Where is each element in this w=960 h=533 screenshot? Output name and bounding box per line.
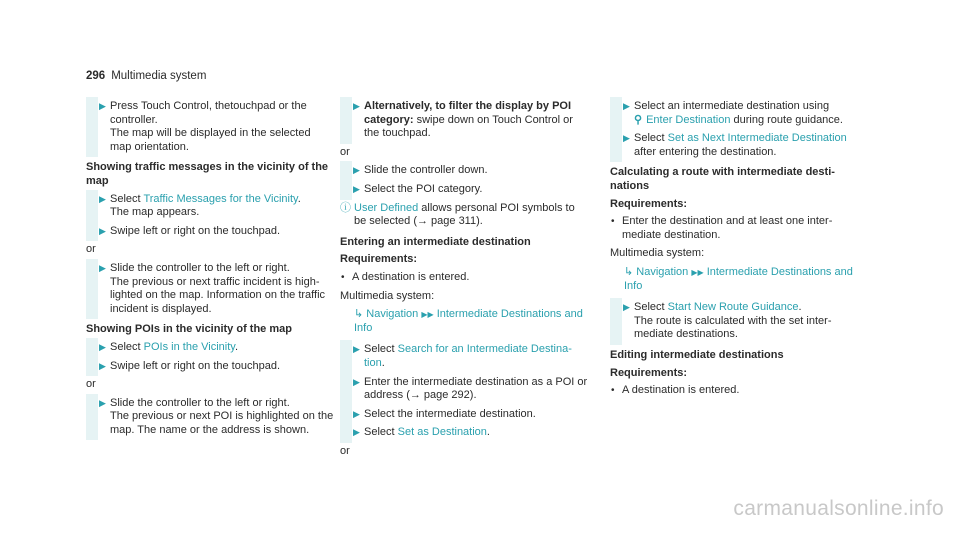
menu-item-link[interactable]: Enter Destination [646, 113, 731, 126]
step: ▶ Slide the controller to the left or right. The previous or next traffic incident is highlighted on the map. Information on the traffic incident is displayed. [86, 262, 334, 316]
step: ▶ Select the POI category. [340, 183, 588, 197]
bullet-icon: • [611, 216, 615, 228]
step-arrow-icon: ▶ [99, 397, 106, 408]
page-number: 296 [86, 70, 106, 82]
step: ▶ Select Set as Destination. [340, 426, 588, 440]
requirements-label: Requirements: [340, 253, 418, 266]
list-item: • Enter the destination and at least one intermediate destination. [611, 215, 833, 241]
step-arrow-icon: ▶ [623, 101, 630, 111]
requirements-label: Requirements: [610, 197, 688, 210]
column-1: ▶ Press Touch Control, thetouchpad or the controller. The map will be displayed in the selected map orientation. Showing traffic messages in the vicinity of the map ▶ Select Traffic Messages for the Vicinity. The map appears. ▶ Swipe left or right on the touchpad. or ▶ Slide the controller to the left or right. The previous or next traffic incident is highlighted on the map. Information on the traffic incident is displayed. Showing POIs in the vicinity of the map ▶ Select POIs in the Vicinity. ▶ Swipe left or right on the touchpad. or ▶ Slide the controller to the left or right. The previous or next POI is highlighted on the map. The name or the address is shown. [86, 100, 334, 436]
step-arrow-icon: ▶ [99, 360, 106, 371]
path-arrow-icon: ↳ [624, 265, 634, 278]
step-arrow-icon: ▶ [353, 165, 360, 176]
requirements-label: Requirements: [610, 366, 688, 379]
menu-path [340, 308, 588, 335]
section-heading: Editing intermediate destinations [610, 348, 784, 361]
step: ▶ Enter the intermediate destination as a POI or address (→ page 292). [340, 376, 588, 403]
step: ▶ Slide the controller down. [340, 164, 588, 178]
chevron-right-icon: ▶▶ [421, 310, 434, 320]
menu-item-link[interactable]: Navigation [636, 265, 689, 278]
info-note: ⓘ User Defined allows personal POI symbols to be selected (→ page 311). [340, 201, 575, 228]
step-arrow-icon: ▶ [99, 225, 106, 236]
step-arrow-icon: ▶ [623, 133, 630, 144]
section-title: Multimedia system [111, 70, 207, 82]
step-arrow-icon: ▶ [99, 341, 106, 352]
step: ▶ Select POIs in the Vicinity. [86, 341, 334, 355]
menu-item-link[interactable]: Navigation [366, 308, 419, 321]
step: ▶ Select Search for an Intermediate Destination. [340, 343, 588, 370]
step-arrow-icon: ▶ [353, 101, 360, 111]
info-icon: ⓘ [340, 201, 351, 214]
step: ▶ Alternatively, to filter the display by POI category: swipe down on Touch Control or the touchpad. [340, 100, 588, 141]
step-arrow-icon: ▶ [99, 193, 106, 204]
menu-item-link[interactable]: User Defined [354, 201, 419, 214]
step-arrow-icon: ▶ [353, 183, 360, 194]
section-heading: Calculating a route with intermediate destinations [610, 166, 835, 192]
path-arrow-icon: ↳ [354, 308, 364, 321]
bullet-icon: • [341, 271, 345, 283]
step-arrow-icon: ▶ [353, 376, 360, 387]
step-arrow-icon: ▶ [99, 262, 106, 273]
menu-path [610, 266, 858, 293]
step: ▶ Press Touch Control, thetouchpad or the controller. The map will be displayed in the selected map orientation. [86, 100, 334, 154]
bullet-icon: • [611, 385, 615, 397]
section-heading: Showing traffic messages in the vicinity of the map [86, 161, 329, 187]
step: ▶ Select an intermediate destination using ⚲ Enter Destination during route guidance. [610, 100, 858, 127]
search-icon: ⚲ [634, 113, 643, 126]
step: ▶ Slide the controller to the left or right. The previous or next POI is highlighted on the map. The name or the address is shown. [86, 397, 334, 438]
section-heading: Entering an intermediate destination [340, 235, 531, 248]
menu-item-link[interactable]: Intermediate Destinations and Info [354, 308, 583, 334]
menu-item-link[interactable]: Set as Next Intermediate Destination [667, 132, 847, 145]
section-heading: Showing POIs in the vicinity of the map [86, 323, 292, 336]
step: ▶ Select Set as Next Intermediate Destination after entering the destination. [610, 132, 858, 159]
list-item: • A destination is entered. [341, 270, 470, 283]
step-arrow-icon: ▶ [99, 101, 106, 111]
menu-item-link[interactable]: Intermediate Destinations and Info [624, 265, 853, 292]
step-arrow-icon: ▶ [623, 302, 630, 313]
menu-item-link[interactable]: Search for an Intermediate Destination [364, 343, 572, 369]
menu-item-link[interactable]: Start New Route Guidance [667, 301, 799, 314]
menu-item-link[interactable]: POIs in the Vicinity [143, 340, 235, 353]
chevron-right-icon: ▶▶ [691, 267, 704, 277]
watermark: carmanualsonline.info [733, 497, 944, 520]
step: ▶ Select Traffic Messages for the Vicinity. The map appears. [86, 193, 334, 220]
column-3: ▶ Select an intermediate destination using ⚲ Enter Destination during route guidance. ▶ Select Set as Next Intermediate Destination after entering the destination. Calculating a route with intermediate destinations Requirements: • Enter the destination and at least one intermediate destination. Multimedia system: ↳ Navigation ▶▶ Intermediate Destinations and Info ▶ Select Start New Route Guidance. The route is calculated with the set intermediate destinations. Editing intermediate destinations Requirements: • A destination is entered. [610, 100, 858, 403]
step-arrow-icon: ▶ [353, 427, 360, 438]
step-arrow-icon: ▶ [353, 408, 360, 419]
step-arrow-icon: ▶ [353, 344, 360, 355]
step: ▶ Select Start New Route Guidance. The route is calculated with the set intermediate destinations. [610, 301, 858, 342]
step: ▶ Swipe left or right on the touchpad. [86, 225, 334, 239]
page-header [86, 70, 206, 82]
column-2: ▶ Alternatively, to filter the display by POI category: swipe down on Touch Control or the touchpad. or ▶ Slide the controller down. ▶ Select the POI category. ⓘ User Defined allows personal POI symbols to be selected (→ page 311). Entering an intermediate destination Requirements: • A destination is entered. Multimedia system: ↳ Navigation ▶▶ Intermediate Destinations and Info ▶ Select Search for an Intermediate Destination. ▶ Enter the intermediate destination as a POI or address (→ page 292). ▶ Select the intermediate destination. ▶ Select Set as Destination. or [340, 100, 588, 457]
step: ▶ Select the intermediate destination. [340, 408, 588, 422]
list-item: • A destination is entered. [611, 384, 740, 397]
step: ▶ Swipe left or right on the touchpad. [86, 360, 334, 374]
menu-item-link[interactable]: Set as Destination [397, 426, 487, 439]
menu-item-link[interactable]: Traffic Messages for the Vicinity [143, 192, 298, 205]
